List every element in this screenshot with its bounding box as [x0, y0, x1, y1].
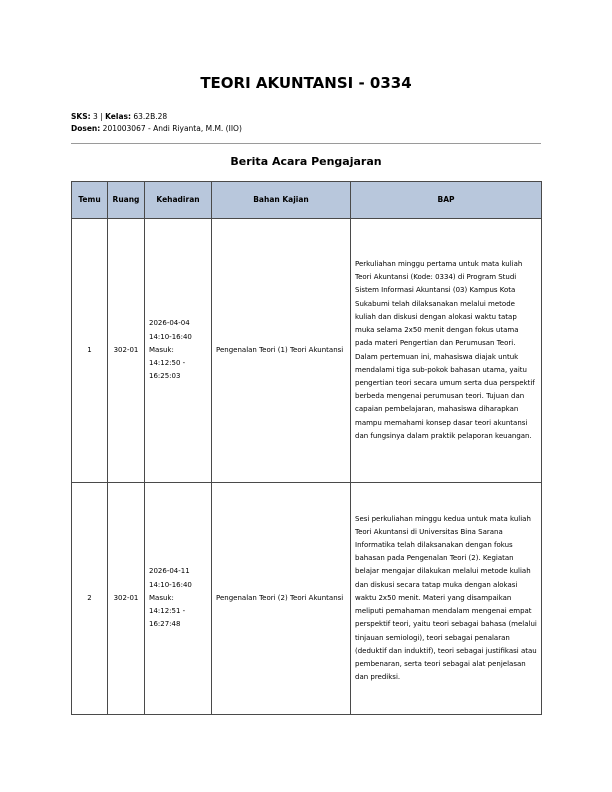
cell-temu: 1 [72, 219, 108, 483]
cell-ruang: 302-01 [108, 483, 145, 715]
column-header-bahan-kajian: Bahan Kajian [212, 182, 351, 219]
cell-ruang: 302-01 [108, 219, 145, 483]
table-header-row [72, 182, 542, 219]
column-header-kehadiran: Kehadiran [145, 182, 212, 219]
column-header-temu: Temu [72, 182, 108, 219]
header-divider [71, 143, 541, 144]
lecturer-meta-line [71, 124, 242, 133]
section-title: Berita Acara Pengajaran [230, 155, 382, 168]
cell-bap: Perkuliahan minggu pertama untuk mata kuliah Teori Akuntansi (Kode: 0334) di Program Studi Sistem Informasi Akuntansi (03) Kampus Kota Sukabumi telah dilaksanakan melalui metode kuliah dan diskusi dengan alokasi waktu tatap muka selama 2x50 menit dengan fokus utama pada materi Pengertian dan Perumusan Teori. Dalam pertemuan ini, mahasiswa diajak untuk mendalami tiga sub-pokok bahasan utama, yaitu pengertian teori secara umum serta dua perspektif berbeda mengenai perumusan teori. Tujuan dan capaian pembelajaran, mahasiswa diharapkan mampu memahami konsep dasar teori akuntansi dan fungsinya dalam praktik pelaporan keuangan. [351, 219, 542, 483]
sks-value: 3 [93, 112, 98, 121]
bap-table [71, 181, 542, 715]
cell-kehadiran: 2026-04-04 14:10-16:40 Masuk: 14:12:50 - 16:25:03 [145, 219, 212, 483]
dosen-value: 201003067 - Andi Riyanta, M.M. (IIO) [102, 124, 242, 133]
cell-bahan-kajian: Pengenalan Teori (2) Teori Akuntansi [212, 483, 351, 715]
kelas-value: 63.2B.28 [133, 112, 168, 121]
course-meta-line [71, 112, 167, 121]
column-header-bap: BAP [351, 182, 542, 219]
document-title: TEORI AKUNTANSI - 0334 [200, 74, 412, 92]
cell-bahan-kajian: Pengenalan Teori (1) Teori Akuntansi [212, 219, 351, 483]
column-header-ruang: Ruang [108, 182, 145, 219]
cell-temu: 2 [72, 483, 108, 715]
kelas-label: Kelas: [105, 112, 131, 121]
cell-bap: Sesi perkuliahan minggu kedua untuk mata kuliah Teori Akuntansi di Universitas Bina Sarana Informatika telah dilaksanakan dengan fokus bahasan pada Pengenalan Teori (2). Kegiatan belajar mengajar dilakukan melalui metode kuliah dan diskusi secara tatap muka dengan alokasi waktu 2x50 menit. Materi yang disampaikan meliputi pemahaman mendalam mengenai empat perspektif teori, yaitu teori sebagai bahasa (melalui tinjauan semiologi), teori sebagai penalaran (deduktif dan induktif), teori sebagai justifikasi atau pembenaran, serta teori sebagai alat penjelasan dan prediksi. [351, 483, 542, 715]
cell-kehadiran: 2026-04-11 14:10-16:40 Masuk: 14:12:51 - 16:27:48 [145, 483, 212, 715]
sks-label: SKS: [71, 112, 91, 121]
table-row [72, 219, 542, 483]
dosen-label: Dosen: [71, 124, 101, 133]
table-row [72, 483, 542, 715]
meta-separator: | [100, 112, 103, 121]
